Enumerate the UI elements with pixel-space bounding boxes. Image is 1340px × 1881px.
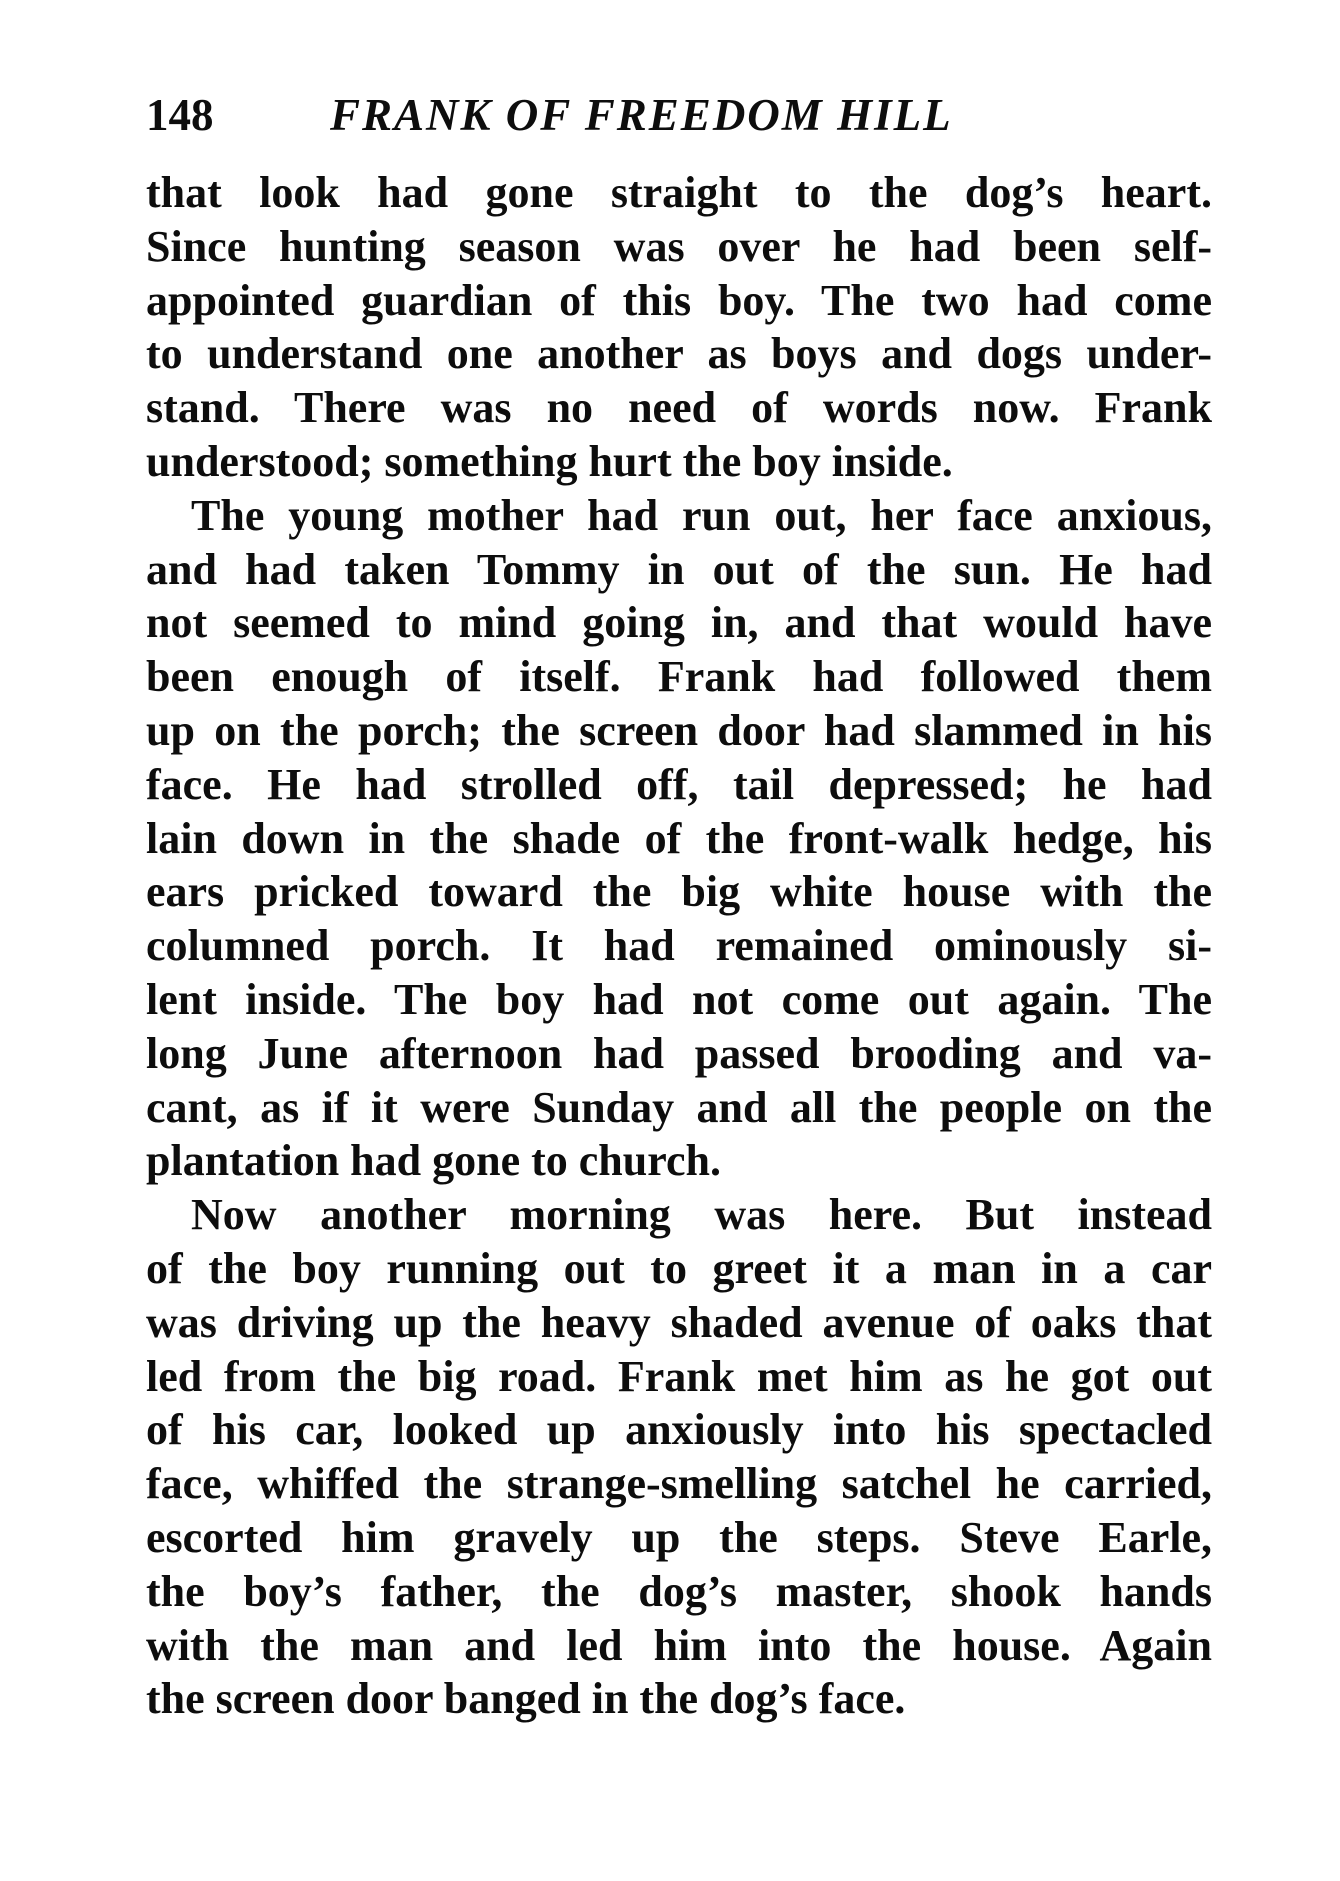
text-line: been enough of itself. Frank had followed them: [146, 652, 1212, 702]
paragraph-3: [146, 1188, 1212, 1726]
text-line: lain down in the shade of the front-walk hedge, his: [146, 813, 1212, 863]
paragraph-2: [146, 489, 1212, 1188]
book-title: FRANK OF FREEDOM HILL: [330, 90, 953, 140]
text-line: and had taken Tommy in out of the sun. He had: [146, 544, 1212, 594]
text-line: not seemed to mind going in, and that would have: [146, 598, 1212, 648]
text-line: The young mother had run out, her face anxious,: [191, 490, 1212, 540]
text-line: with the man and led him into the house. Again: [146, 1620, 1212, 1670]
text-line: that look had gone straight to the dog’s heart.: [146, 168, 1212, 217]
text-line: understood; something hurt the boy inside.: [146, 436, 953, 486]
text-line: of the boy running out to greet it a man in a car: [146, 1243, 1212, 1293]
text-line: to understand one another as boys and dogs under-: [146, 329, 1212, 379]
text-line: plantation had gone to church.: [146, 1136, 721, 1186]
text-line: ears pricked toward the big white house with the: [146, 867, 1212, 917]
book-page: [146, 80, 1212, 1726]
text-line: led from the big road. Frank met him as he got out: [146, 1351, 1212, 1401]
text-line: the screen door banged in the dog’s face.: [146, 1674, 906, 1724]
text-line: up on the porch; the screen door had slammed in his: [146, 705, 1212, 755]
text-line: Now another morning was here. But instead: [191, 1190, 1212, 1240]
text-line: face. He had strolled off, tail depressed; he had: [146, 759, 1212, 809]
text-line: Since hunting season was over he had been self-: [146, 221, 1212, 271]
text-line: was driving up the heavy shaded avenue of oaks that: [146, 1297, 1212, 1347]
text-line: long June afternoon had passed brooding and va-: [146, 1028, 1212, 1078]
text-line: cant, as if it were Sunday and all the people on the: [146, 1082, 1212, 1132]
paragraph-1: [146, 166, 1212, 489]
page-number: 148: [146, 90, 214, 140]
text-line: escorted him gravely up the steps. Steve Earle,: [146, 1512, 1212, 1562]
text-line: the boy’s father, the dog’s master, shook hands: [146, 1566, 1212, 1616]
text-line: of his car, looked up anxiously into his spectacled: [146, 1405, 1212, 1455]
text-line: lent inside. The boy had not come out again. The: [146, 974, 1212, 1024]
text-line: appointed guardian of this boy. The two had come: [146, 275, 1212, 325]
text-line: face, whiffed the strange-smelling satchel he carried,: [146, 1459, 1212, 1509]
body-text: [146, 166, 1212, 1726]
text-line: columned porch. It had remained ominously si-: [146, 921, 1212, 971]
text-line: stand. There was no need of words now. Frank: [146, 383, 1212, 433]
running-head: [146, 80, 1212, 150]
